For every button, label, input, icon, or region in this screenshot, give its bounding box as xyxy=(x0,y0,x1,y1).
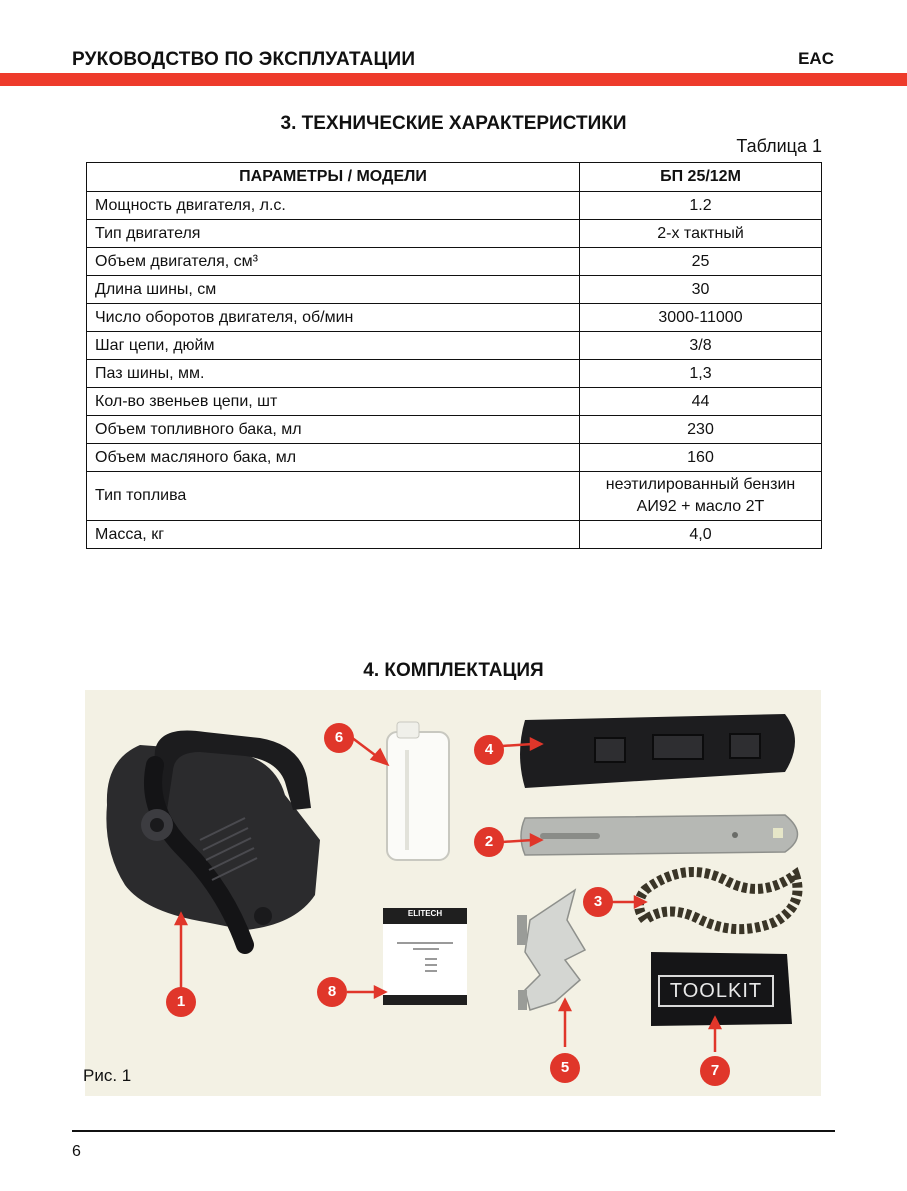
section-3-title: 3. ТЕХНИЧЕСКИЕ ХАРАКТЕРИСТИКИ xyxy=(280,113,627,134)
param-cell: Шаг цепи, дюйм xyxy=(87,332,580,360)
value-cell: 4,0 xyxy=(580,521,822,549)
table-row xyxy=(87,416,822,444)
chainsaw-image xyxy=(106,730,320,945)
manual-brand: ELITECH xyxy=(407,909,443,918)
value-cell: 3/8 xyxy=(580,332,822,360)
param-cell: Тип двигателя xyxy=(87,220,580,248)
value-cell: 1.2 xyxy=(580,192,822,220)
table-row xyxy=(87,304,822,332)
bar-cover-image xyxy=(520,714,795,788)
table-row xyxy=(87,444,822,472)
multitool-image xyxy=(517,890,585,1010)
value-cell: 30 xyxy=(580,276,822,304)
callout-8: 8 xyxy=(317,977,347,1007)
param-cell: Масса, кг xyxy=(87,521,580,549)
table-row xyxy=(87,472,822,521)
param-cell: Кол-во звеньев цепи, шт xyxy=(87,388,580,416)
table-row xyxy=(87,360,822,388)
guide-bar-image xyxy=(521,815,798,855)
eac-mark: EAC xyxy=(798,49,834,68)
value-cell: 44 xyxy=(580,388,822,416)
table-row xyxy=(87,388,822,416)
oil-bottle-image xyxy=(387,722,449,860)
value-cell: 160 xyxy=(580,444,822,472)
callout-5: 5 xyxy=(550,1053,580,1083)
value-cell: 25 xyxy=(580,248,822,276)
page-number: 6 xyxy=(72,1143,81,1160)
value-line: неэтилированный бензин xyxy=(605,476,796,493)
section-4-title: 4. КОМПЛЕКТАЦИЯ xyxy=(363,660,544,681)
footer-divider xyxy=(72,1130,835,1132)
callout-7: 7 xyxy=(700,1056,730,1086)
value-cell: 230 xyxy=(580,416,822,444)
param-cell: Мощность двигателя, л.с. xyxy=(87,192,580,220)
header-params: ПАРАМЕТРЫ / МОДЕЛИ xyxy=(87,163,580,192)
callout-3: 3 xyxy=(583,887,613,917)
value-cell: 3000-11000 xyxy=(580,304,822,332)
callout-6: 6 xyxy=(324,723,354,753)
table-row xyxy=(87,521,822,549)
manual-image xyxy=(383,908,467,1005)
param-cell: Объем масляного бака, мл xyxy=(87,444,580,472)
table-row xyxy=(87,248,822,276)
value-line: АИ92 + масло 2Т xyxy=(636,498,765,515)
header-red-band xyxy=(0,73,907,86)
table-header-row xyxy=(87,163,822,192)
header-model: БП 25/12М xyxy=(580,163,822,192)
table-label: Таблица 1 xyxy=(736,136,822,156)
param-cell: Объем двигателя, см³ xyxy=(87,248,580,276)
kit-photo xyxy=(85,690,821,1096)
toolkit-label: TOOLKIT xyxy=(669,980,763,1002)
specs-table xyxy=(86,162,822,549)
kit-illustration xyxy=(85,690,821,1096)
callout-4: 4 xyxy=(474,735,504,765)
param-cell: Объем топливного бака, мл xyxy=(87,416,580,444)
table-row xyxy=(87,220,822,248)
callout-1: 1 xyxy=(166,987,196,1017)
table-row xyxy=(87,192,822,220)
value-cell xyxy=(580,472,822,521)
callout-2: 2 xyxy=(474,827,504,857)
saw-chain-image xyxy=(639,872,798,929)
param-cell: Число оборотов двигателя, об/мин xyxy=(87,304,580,332)
param-cell: Длина шины, см xyxy=(87,276,580,304)
param-cell: Паз шины, мм. xyxy=(87,360,580,388)
value-cell: 1,3 xyxy=(580,360,822,388)
table-row xyxy=(87,332,822,360)
figure-caption: Рис. 1 xyxy=(83,1066,132,1085)
table-row xyxy=(87,276,822,304)
param-cell: Тип топлива xyxy=(87,472,580,521)
value-cell: 2-х тактный xyxy=(580,220,822,248)
header-title: РУКОВОДСТВО ПО ЭКСПЛУАТАЦИИ xyxy=(72,49,416,70)
